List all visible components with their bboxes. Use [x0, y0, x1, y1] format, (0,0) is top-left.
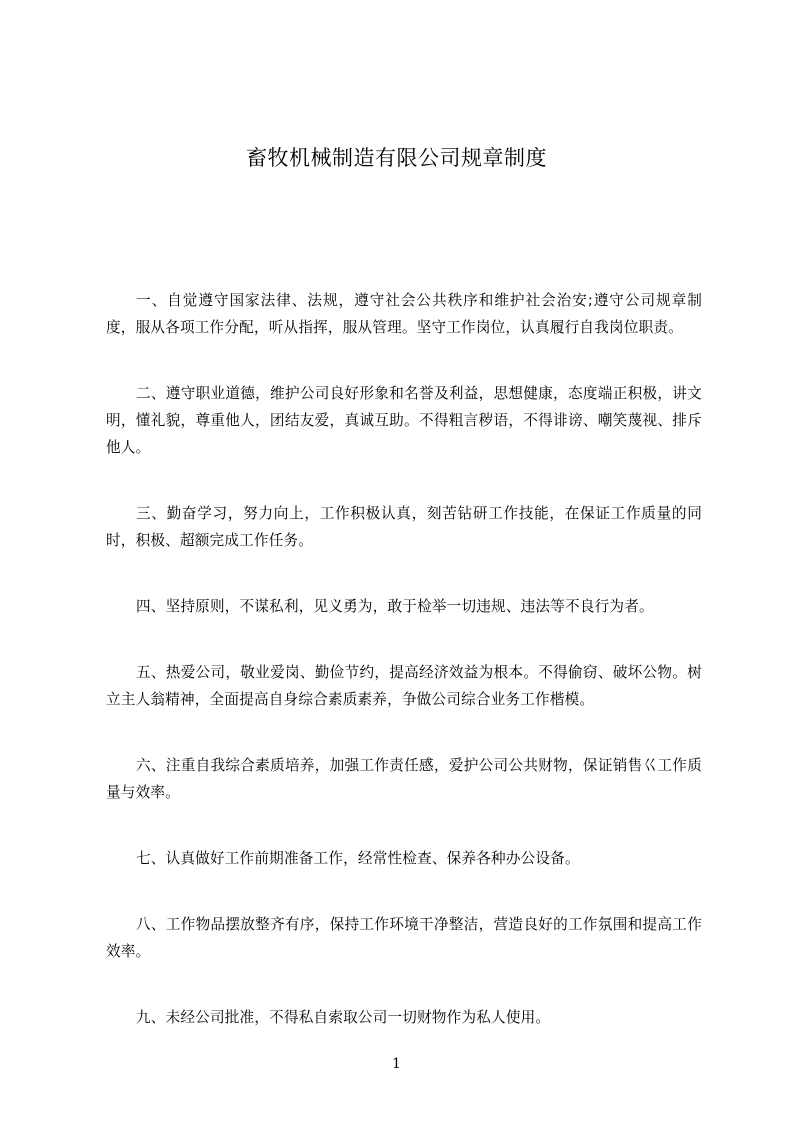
regulation-clause-9: 九、未经公司批准，不得私自索取公司一切财物作为私人使用。: [136, 1009, 551, 1026]
regulation-clause-5: 五、热爱公司，敬业爱岗、勤俭节约，提高经济效益为根本。不得偷窃、破坏公物。树立主人翁精神，全面提高自身综合素质素养，争做公司综合业务工作楷模。: [106, 664, 702, 708]
document-title: 畜牧机械制造有限公司规章制度: [246, 146, 547, 170]
regulation-clause-7: 七、认真做好工作前期准备工作，经常性检查、保养各种办公设备。: [136, 850, 580, 867]
regulation-clause-8: 八、工作物品摆放整齐有序，保持工作环境干净整洁，营造良好的工作氛围和提高工作效率。: [106, 916, 702, 960]
regulation-clause-3: 三、勤奋学习，努力向上，工作积极认真，刻苦钻研工作技能，在保证工作质量的同时，积极、超额完成工作任务。: [106, 505, 702, 549]
regulation-clause-4: 四、坚持原则，不谋私利，见义勇为，敢于检举一切违规、违法等不良行为者。: [136, 598, 654, 615]
regulation-clause-2: 二、遵守职业道德，维护公司良好形象和名誉及利益，思想健康，态度端正积极，讲文明，懂礼貌，尊重他人，团结友爱，真诚互助。不得粗言秽语，不得诽谤、嘲笑蔑视、排斥他人。: [106, 385, 702, 456]
regulation-list: [106, 287, 702, 1070]
regulation-clause-1: 一、自觉遵守国家法律、法规，遵守社会公共秩序和维护社会治安;遵守公司规章制度，服从各项工作分配，听从指挥，服从管理。坚守工作岗位，认真履行自我岗位职责。: [106, 292, 702, 336]
page-number: 1: [392, 1056, 401, 1072]
regulation-clause-6: 六、注重自我综合素质培养，加强工作责任感，爱护公司公共财物，保证销售巜工作质量与效率。: [106, 757, 702, 801]
